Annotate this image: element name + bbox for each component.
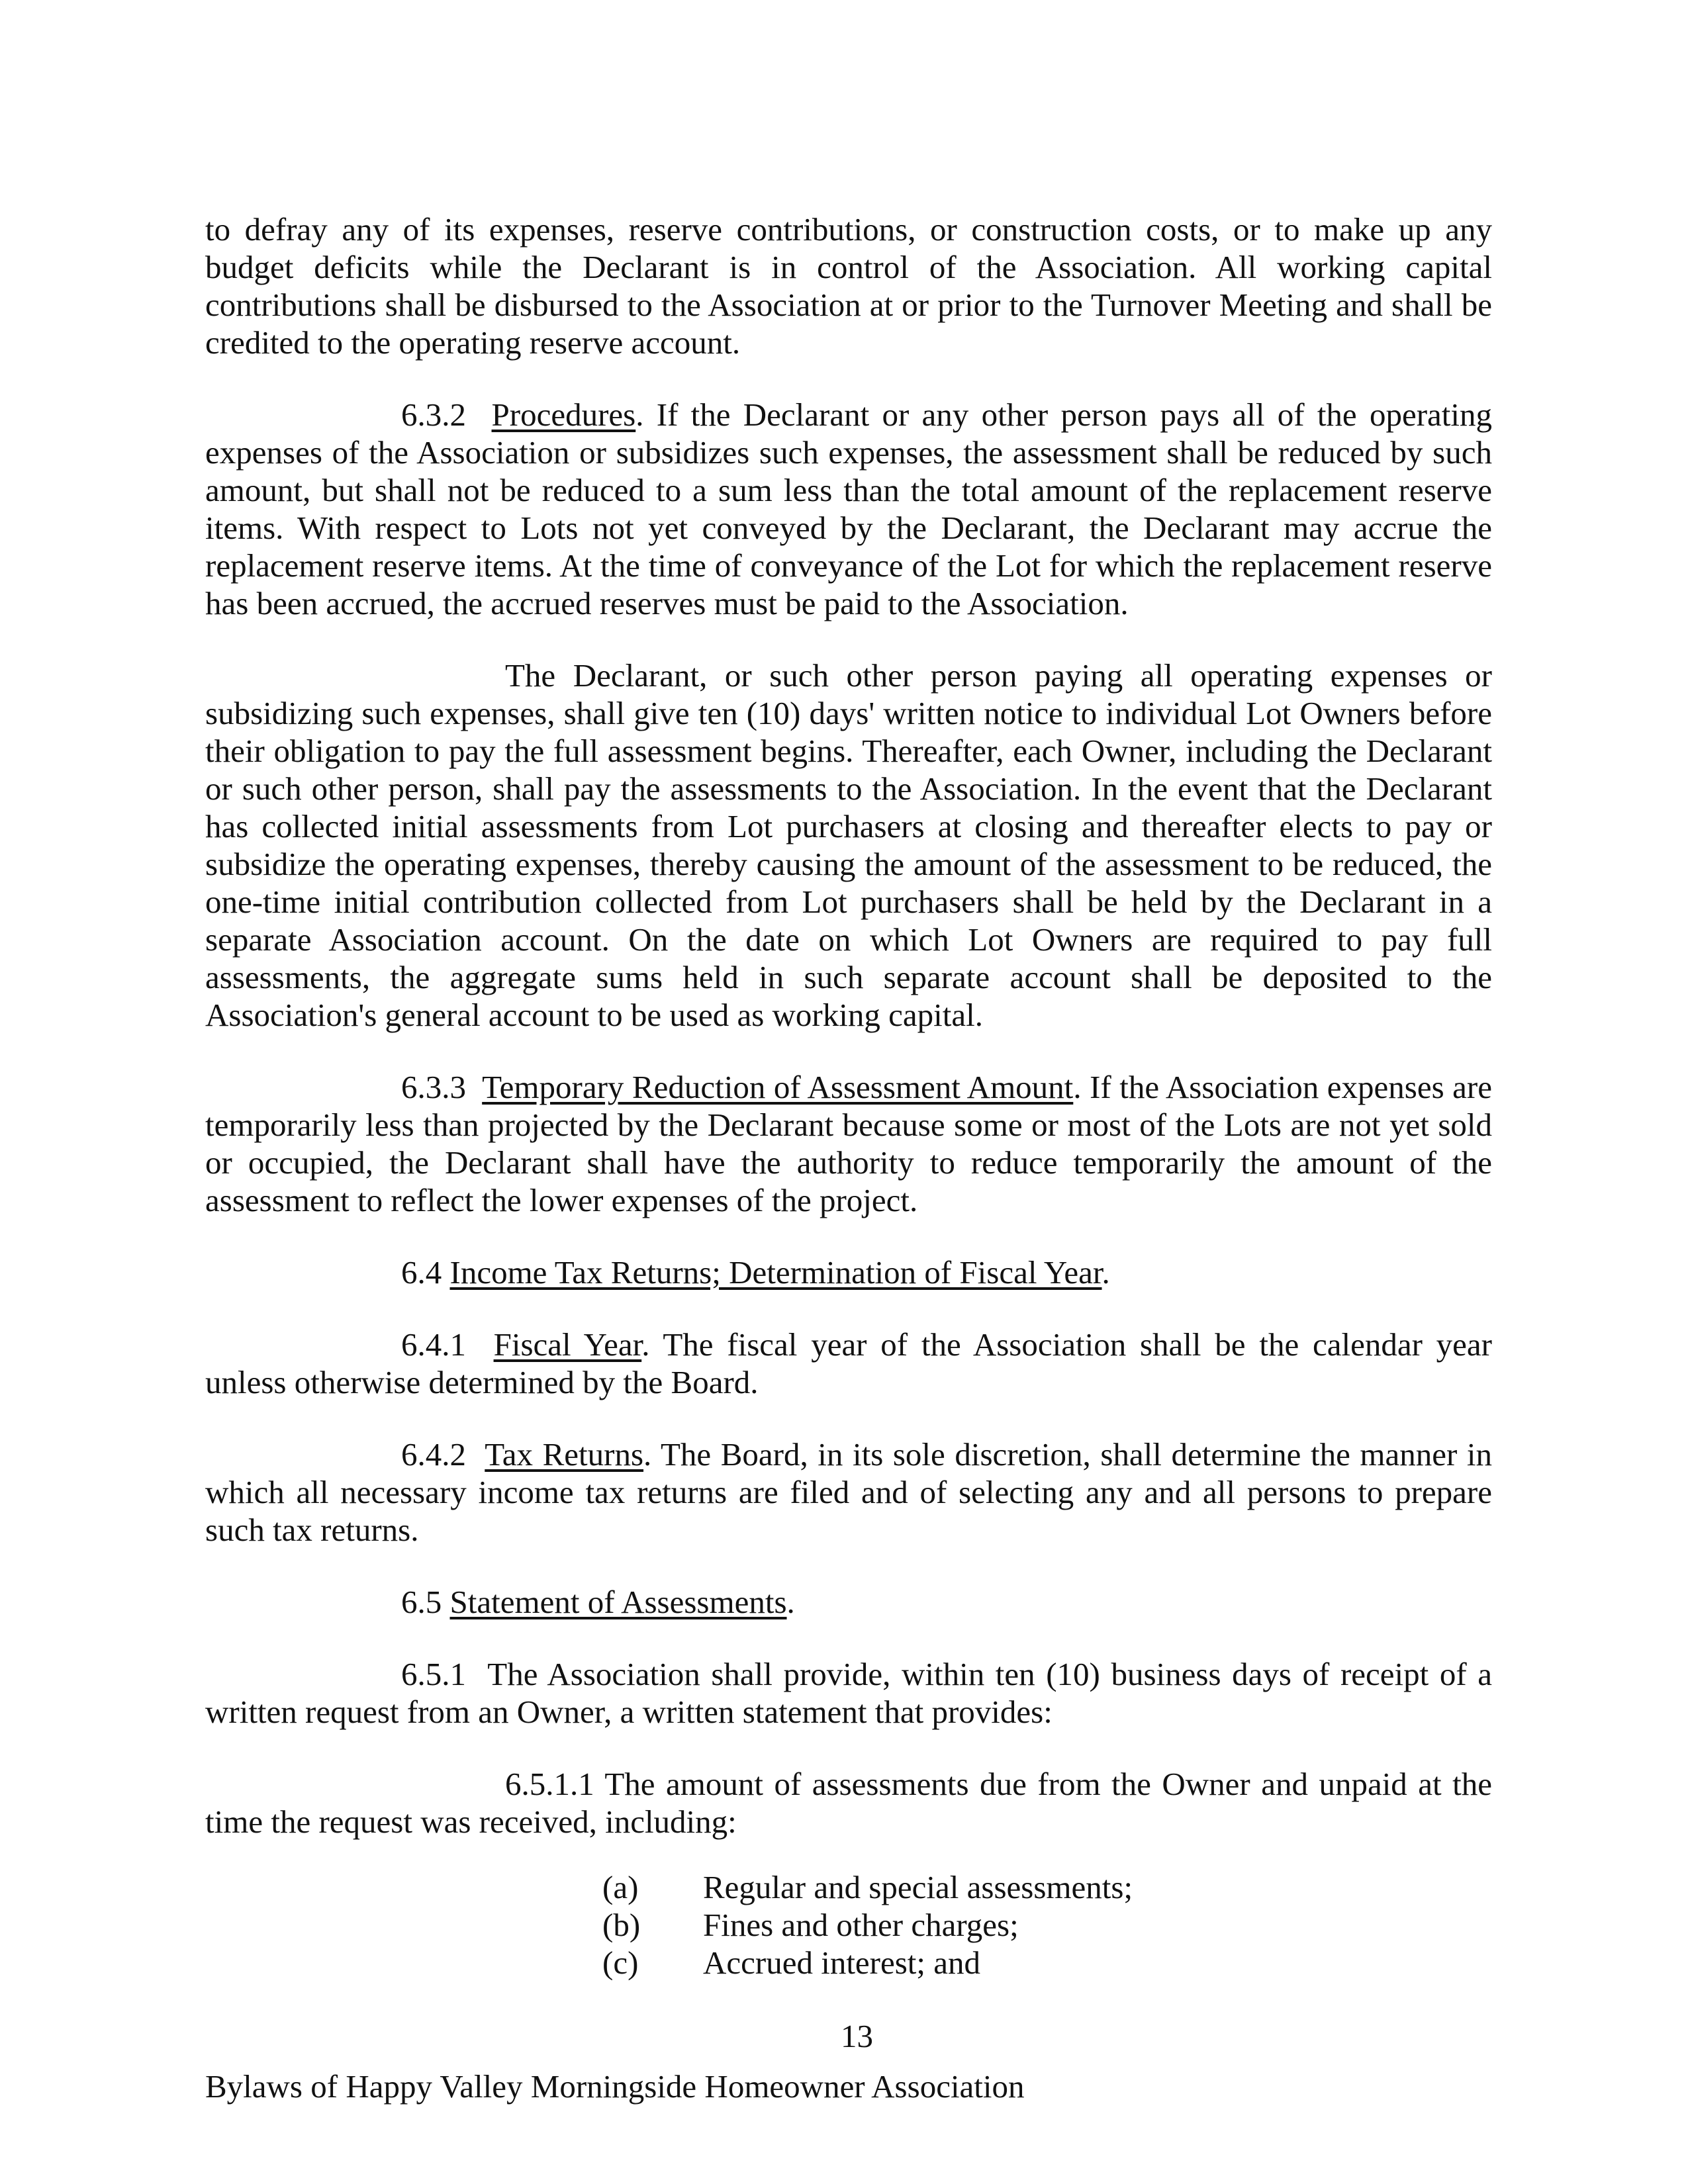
section-6-4-1 xyxy=(205,1326,1492,1401)
list-item-marker: (a) xyxy=(602,1869,639,1905)
list-item-text: Regular and special assessments; xyxy=(703,1869,1133,1905)
section-end: . xyxy=(1102,1254,1110,1291)
paragraph-intro: to defray any of its expenses, reserve contributions, or construction costs, or to make up any budget deficits while the Declarant is in control of the Association. All working capital contributions shall be disbursed to the Association at or prior to the Turnover Meeting and shall be credited to the operating reserve account. xyxy=(205,211,1492,361)
section-body: . If the Declarant or any other person pays all of the operating expenses of the Association or subsidizes such expenses, the assessment shall be reduced by such amount, but shall not be reduced to a sum less than the total amount of the replacement reserve items. With respect to Lots not yet conveyed by the Declarant, the Declarant may accrue the replacement reserve items. At the time of conveyance of the Lot for which the replacement reserve has been accrued, the accrued reserves must be paid to the Association. xyxy=(205,396,1492,621)
section-number: 6.4.1 xyxy=(401,1326,466,1363)
section-body: . The fiscal year of the Association shall be the calendar year unless otherwise determined by the Board. xyxy=(205,1326,1492,1400)
section-number: 6.5.1 xyxy=(401,1656,466,1692)
document-body xyxy=(205,210,1492,1981)
section-body: The Association shall provide, within ten (10) business days of receipt of a written request from an Owner, a written statement that provides: xyxy=(205,1656,1492,1730)
section-end: . xyxy=(786,1584,795,1620)
section-number: 6.3.2 xyxy=(401,396,466,433)
list-item xyxy=(205,1868,1492,1906)
section-6-3-2 xyxy=(205,396,1492,622)
footer-document-title: Bylaws of Happy Valley Morningside Homeowner Association xyxy=(205,2068,1025,2105)
section-6-4 xyxy=(401,1253,1492,1291)
section-body: . The Board, in its sole discretion, shall determine the manner in which all necessary income tax returns are filed and of selecting any and all persons to prepare such tax returns. xyxy=(205,1436,1492,1548)
list-item xyxy=(205,1906,1492,1944)
section-6-4-2 xyxy=(205,1435,1492,1549)
list-item-marker: (c) xyxy=(602,1944,639,1981)
section-number: 6.3.3 xyxy=(401,1069,466,1105)
list-item-text: Fines and other charges; xyxy=(703,1907,1019,1943)
section-6-5 xyxy=(401,1583,1492,1621)
section-body: The amount of assessments due from the Owner and unpaid at the time the request was received, including: xyxy=(205,1766,1492,1840)
section-title: Tax Returns xyxy=(485,1436,644,1473)
section-number: 6.5 xyxy=(401,1584,442,1620)
section-number: 6.4 xyxy=(401,1254,442,1291)
list-item xyxy=(205,1944,1492,1981)
list-item-text: Accrued interest; and xyxy=(703,1944,981,1981)
page-number: 13 xyxy=(841,2018,873,2054)
section-6-3-3 xyxy=(205,1068,1492,1219)
section-title: Income Tax Returns; Determination of Fiscal Year xyxy=(449,1254,1102,1291)
section-title: Fiscal Year xyxy=(493,1326,642,1363)
section-title: Temporary Reduction of Assessment Amount xyxy=(482,1069,1074,1105)
paragraph-declarant-notice: The Declarant, or such other person paying all operating expenses or subsidizing such expenses, shall give ten (10) days' written notice to individual Lot Owners before their obligation to pay the full assessment begins. Thereafter, each Owner, including the Declarant or such other person, shall pay the assessments to the Association. In the event that the Declarant has collected initial assessments from Lot purchasers at closing and thereafter elects to pay or subsidize the operating expenses, thereby causing the amount of the assessment to be reduced, the one-time initial contribution collected from Lot purchasers shall be held by the Declarant in a separate Association account. On the date on which Lot Owners are required to pay full assessments, the aggregate sums held in such separate account shall be deposited to the Association's general account to be used as working capital. xyxy=(205,657,1492,1033)
section-number: 6.5.1.1 xyxy=(505,1766,594,1802)
section-title: Procedures xyxy=(491,396,636,433)
assessment-items-list xyxy=(205,1868,1492,1981)
section-number: 6.4.2 xyxy=(401,1436,466,1473)
section-title: Statement of Assessments xyxy=(449,1584,787,1620)
section-6-5-1 xyxy=(205,1655,1492,1731)
list-item-marker: (b) xyxy=(602,1907,641,1943)
section-6-5-1-1 xyxy=(205,1765,1492,1841)
section-body: . If the Association expenses are temporarily less than projected by the Declarant because some or most of the Lots are not yet sold or occupied, the Declarant shall have the authority to reduce temporarily the amount of the assessment to reflect the lower expenses of the project. xyxy=(205,1069,1493,1218)
